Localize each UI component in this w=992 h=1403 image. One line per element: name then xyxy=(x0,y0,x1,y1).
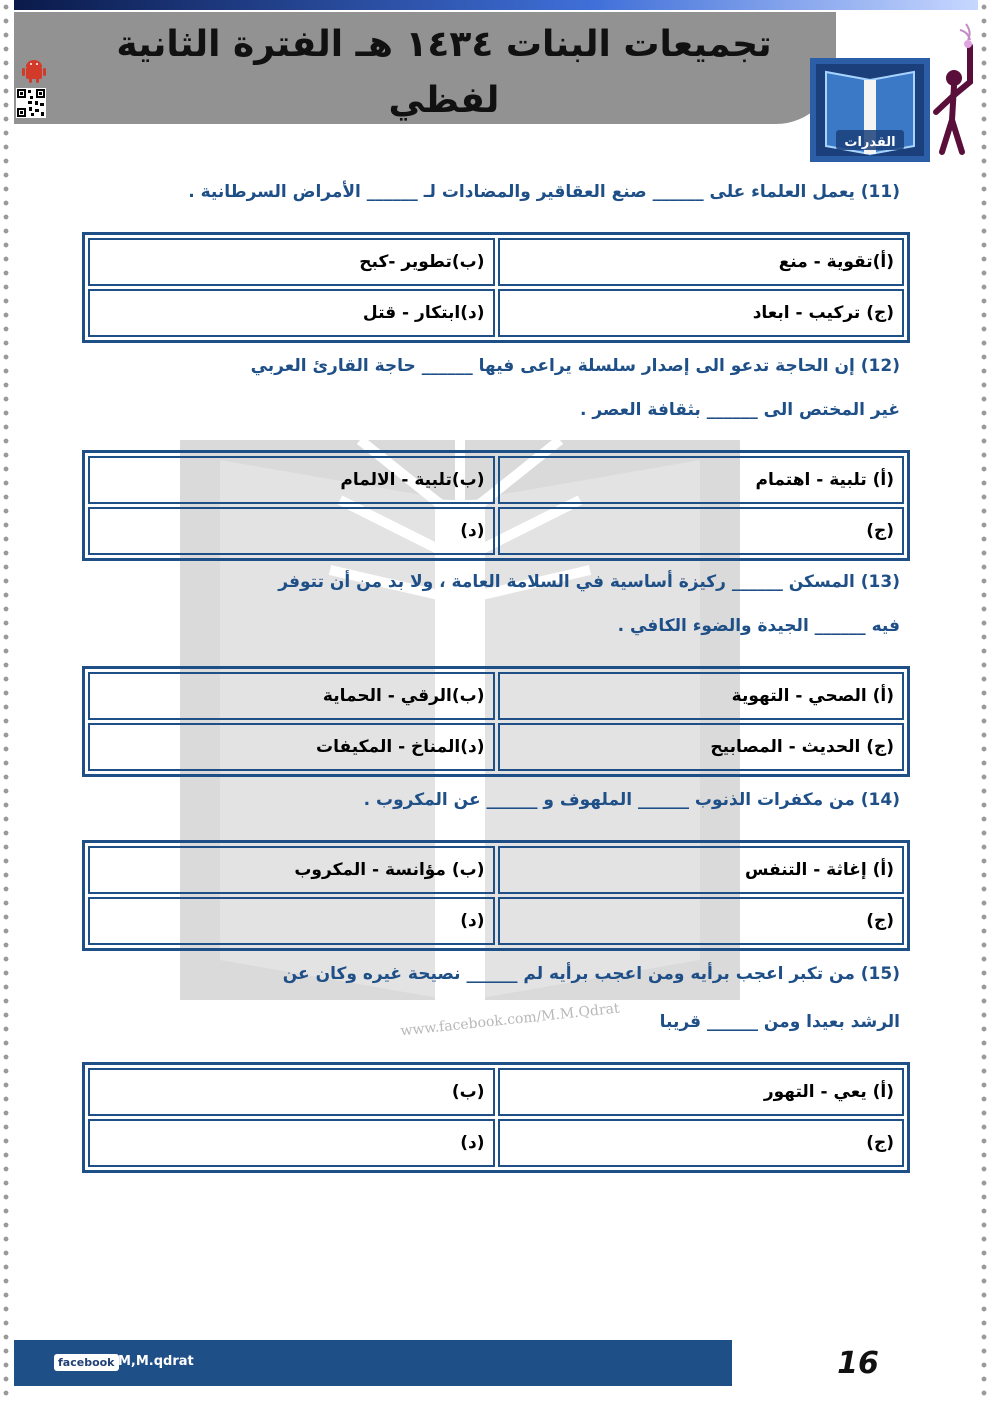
facebook-page-name[interactable]: M,M.qdrat xyxy=(118,1354,194,1369)
question-15-line-2: الرشد بعيدا ومن ______ قريبا xyxy=(659,1012,900,1032)
watermark-url: www.facebook.com/M.M.Qdrat xyxy=(399,1000,621,1040)
option-d[interactable]: (د) xyxy=(88,897,495,945)
logo-text: القدرات xyxy=(844,135,896,150)
book-logo xyxy=(806,54,934,166)
option-a[interactable]: (أ) يعي - التهور xyxy=(498,1068,905,1116)
option-b[interactable]: (ب)تطوير -كبح xyxy=(88,238,495,286)
page-number: 16 xyxy=(837,1346,879,1381)
question-14-options xyxy=(82,840,910,951)
question-13-line-1: (13) المسكن ______ ركيزة أساسية في السلامة العامة ، ولا بد من أن تتوفر xyxy=(278,572,900,592)
option-d[interactable]: (د)ابتكار - قتل xyxy=(88,289,495,337)
option-d[interactable]: (د) xyxy=(88,1119,495,1167)
header-title: تجميعات البنات ١٤٣٤ هـ الفترة الثانية xyxy=(116,24,772,65)
option-b[interactable]: (ب) xyxy=(88,1068,495,1116)
question-13-options xyxy=(82,666,910,777)
option-d[interactable]: (د)المناخ - المكيفات xyxy=(88,723,495,771)
facebook-badge[interactable]: facebook xyxy=(54,1354,119,1371)
header-subtitle: لفظي xyxy=(388,80,500,121)
option-b[interactable]: (ب)الرقي - الحماية xyxy=(88,672,495,720)
option-c[interactable]: (ج) تركيب - ابعاد xyxy=(498,289,905,337)
option-c[interactable]: (ج) xyxy=(498,1119,905,1167)
option-d[interactable]: (د) xyxy=(88,507,495,555)
option-c[interactable]: (ج) الحديث - المصابيح xyxy=(498,723,905,771)
left-dotted-border xyxy=(0,0,14,1403)
question-15-options xyxy=(82,1062,910,1173)
option-c[interactable]: (ج) xyxy=(498,507,905,555)
decorative-figure-icon xyxy=(930,16,976,156)
option-a[interactable]: (أ)تقوية - منع xyxy=(498,238,905,286)
header-banner xyxy=(14,12,836,124)
question-11-options xyxy=(82,232,910,343)
option-a[interactable]: (أ) الصحي - التهوية xyxy=(498,672,905,720)
question-15-line-1: (15) من تكبر اعجب برأيه ومن اعجب برأيه لم ______ نصيحة غيره وكان عن xyxy=(282,964,900,984)
option-c[interactable]: (ج) xyxy=(498,897,905,945)
qr-code-icon xyxy=(16,88,46,118)
top-accent-line xyxy=(14,0,978,10)
android-icon xyxy=(20,58,48,84)
question-12-line-2: غير المختص الى ______ بثقافة العصر . xyxy=(579,400,900,420)
option-a[interactable]: (أ) إغاثة - التنفس xyxy=(498,846,905,894)
option-b[interactable]: (ب)تلبية - الالمام xyxy=(88,456,495,504)
option-b[interactable]: (ب) مؤانسة - المكروب xyxy=(88,846,495,894)
question-11-text: (11) يعمل العلماء على ______ صنع العقاقير والمضادات لـ ______ الأمراض السرطانية . xyxy=(188,182,900,202)
question-12-line-1: (12) إن الحاجة تدعو الى إصدار سلسلة يراعى فيها ______ حاجة القارئ العربي xyxy=(250,356,900,376)
question-13-line-2: فيه ______ الجيدة والضوء الكافي . xyxy=(617,616,900,636)
question-12-options xyxy=(82,450,910,561)
right-dotted-border xyxy=(978,0,992,1403)
question-14-text: (14) من مكفرات الذنوب ______ الملهوف و ______ عن المكروب . xyxy=(363,790,900,810)
option-a[interactable]: (أ) تلبية - اهتمام xyxy=(498,456,905,504)
